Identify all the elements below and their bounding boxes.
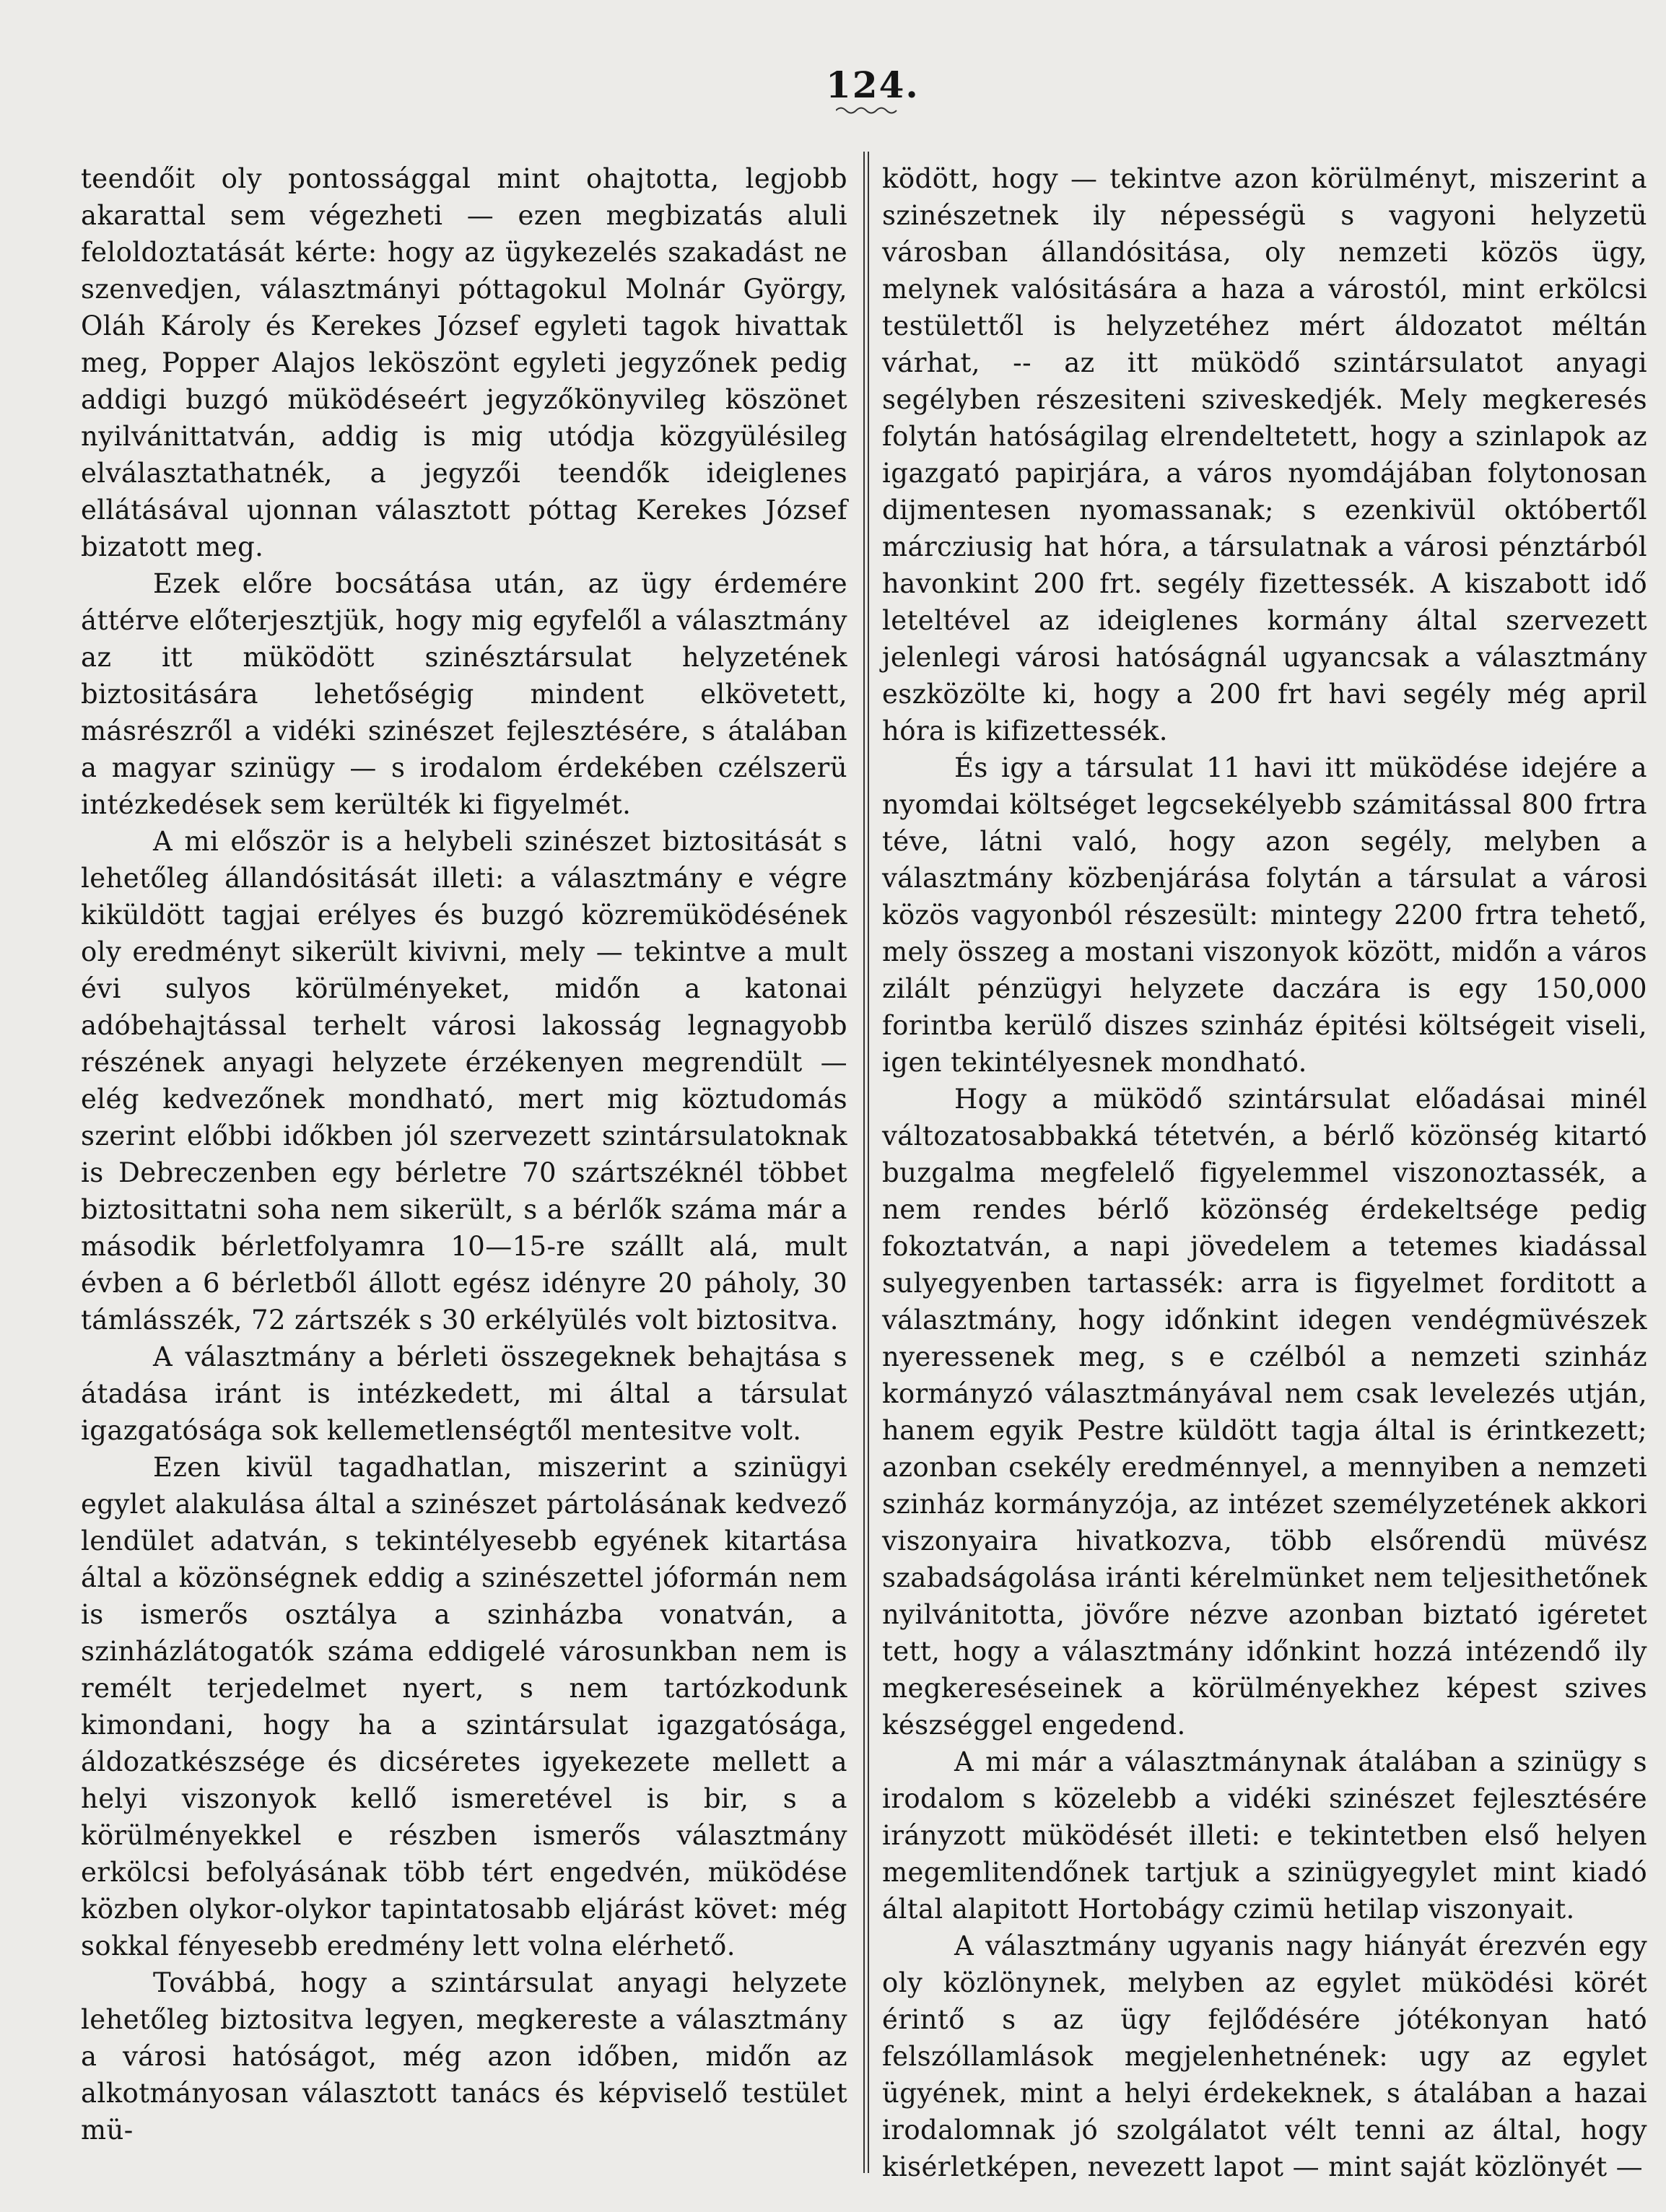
left-paragraph-4: A választmány a bérleti összegeknek behajtása s átadása iránt is intézkedett, mi által a társulat igazgatósága sok kellemetlenségtől mentesitve volt.: [81, 1341, 847, 1446]
page-number: 124.: [826, 64, 920, 106]
right-paragraph-1: ködött, hogy — tekintve azon körülményt, miszerint a szinészetnek ily népességü s vagyoni helyzetü városban állandósitása, oly nemzeti közös ügy, melynek valósitására a haza a várostól, mint erkölcsi testülettől is helyzetéhez mért áldozatot méltán várhat, -- az itt müködő szintársulatot anyagi segélyben részesiteni sziveskedjék. Mely megkeresés folytán hatóságilag elrendeltetett, hogy a szinlapok az igazgató papirjára, a város nyomdájában folytonosan dijmentesen nyomassanak; s ezenkivül októbertől márcziusig hat hóra, a társulatnak a városi pénztárból havonkint 200 frt. segély fizettessék. A kiszabott idő leteltével az ideiglenes kormány által szervezett jelenlegi városi hatóságnál ugyancsak a választmány eszközölte ki, hogy a 200 frt havi segély még april hóra is kifizettessék.: [882, 163, 1647, 746]
column-divider: [863, 152, 869, 2173]
right-paragraph-2: És igy a társulat 11 havi itt müködése idejére a nyomdai költséget legcsekélyebb számitással 800 frtra téve, látni való, hogy azon segély, melyben a választmány közbenjárása folytán a társulat a városi közös vagyonból részesült: mintegy 2200 frtra tehető, mely összeg a mostani viszonyok között, midőn a város zilált pénzügyi helyzete daczára is egy 150,000 forintba kerülő diszes szinház épitési költségeit viseli, igen tekintélyesnek mondható.: [882, 752, 1647, 1078]
right-paragraph-4: A mi már a választmánynak átalában a szinügy s irodalom s közelebb a vidéki szinészet fejlesztésére irányzott müködését illeti: e tekintetben első helyen megemlitendőnek tartjuk a szinügyegylet mint kiadó által alapitott Hortobágy czimü hetilap viszonyait.: [882, 1746, 1647, 1925]
left-paragraph-2: Ezek előre bocsátása után, az ügy érdemére áttérve előterjesztjük, hogy mig egyfelől a választmány az itt müködött szinésztársulat helyzetének biztositására lehetőségig mindent elkövetett, másrészről a vidéki szinészet fejlesztésére, s átalában a magyar szinügy — s irodalom érdekében czélszerü intézkedések sem kerülték ki figyelmét.: [81, 568, 847, 820]
right-column: [882, 160, 1647, 2185]
left-paragraph-5: Ezen kivül tagadhatlan, miszerint a szinügyi egylet alakulása által a szinészet pártolásának kedvező lendület adatván, s tekintélyesebb egyének kitartása által a közönségnek eddig a szinészettel jóformán nem is ismerős osztálya a szinházba vonatván, a szinházlátogatók száma eddigelé városunkban nem is remélt terjedelmet nyert, s nem tartózkodunk kimondani, hogy ha a szintársulat igazgatósága, áldozatkészsége és dicséretes igyekezete mellett a helyi viszonyok kellő ismeretével is bir, s a körülményekkel e részben ismerős választmány erkölcsi befolyásának több tért engedvén, müködése közben olykor-olykor tapintatosabb eljárást követ: még sokkal fényesebb eredmény lett volna elérhető.: [81, 1452, 847, 1961]
right-paragraph-3: Hogy a müködő szintársulat előadásai minél változatosabbakká tétetvén, a bérlő közönség kitartó buzgalma megfelelő figyelemmel viszonoztassék, a nem rendes bérlő közönség érdekeltsége pedig fokoztatván, a napi jövedelem a tetemes kiadással sulyegyenben tartassék: arra is figyelmet forditott a választmány, hogy időnkint idegen vendégmüvészek nyeressenek meg, s e czélból a nemzeti szinház kormányzó választmányával nem csak levelezés utján, hanem egyik Pestre küldött tagja által is érintkezett; azonban csekély eredménnyel, a mennyiben a nemzeti szinház kormányzója, az intézet személyzetének akkori viszonyaira hivatkozva, több elsőrendü müvész szabadságolása iránti kérelmünket nem teljesithetőnek nyilvánitotta, jövőre nézve azonban biztató igéretet tett, hogy a választmány időnkint hozzá intézendő ily megkereséseinek a körülményekhez képest szives készséggel engedend.: [882, 1084, 1647, 1741]
left-column: [81, 160, 847, 2148]
left-paragraph-3: A mi először is a helybeli szinészet biztositását s lehetőleg állandósitását illeti: a választmány e végre kiküldött tagjai erélyes és buzgó közremüködésének oly eredményt sikerült kivivni, mely — tekintve a mult évi sulyos körülményeket, midőn a katonai adóbehajtással terhelt városi lakosság legnagyobb részének anyagi helyzete érzékenyen megrendült — elég kedvezőnek mondható, mert mig köztudomás szerint előbbi időkben jól szervezett szintársulatoknak is Debreczenben egy bérletre 70 szártszéknél többet biztosittatni soha nem sikerült, s a bérlők száma már a második bérletfolyamra 10—15-re szállt alá, mult évben a 6 bérletből állott egész idényre 20 páholy, 30 támlásszék, 72 zártszék s 30 erkélyülés volt biztositva.: [81, 826, 847, 1336]
left-paragraph-1: teendőit oly pontossággal mint ohajtotta, legjobb akarattal sem végezheti — ezen megbizatás aluli feloldoztatását kérte: hogy az ügykezelés szakadást ne szenvedjen, választmányi póttagokul Molnár György, Oláh Károly és Kerekes József egyleti tagok hivattak meg, Popper Alajos leköszönt egyleti jegyzőnek pedig addigi buzgó müködéseért jegyzőkönyvileg köszönet nyilvánittatván, addig is mig utódja közgyülésileg elválasztathatnék, a jegyzői teendők ideiglenes ellátásával ujonnan választott póttag Kerekes József bizatott meg.: [81, 163, 847, 562]
left-paragraph-6: Továbbá, hogy a szintársulat anyagi helyzete lehetőleg biztositva legyen, megkereste a választmány a városi hatóságot, még azon időben, midőn az alkotmányosan választott tanács és képviselő testület mü-: [81, 1967, 847, 2146]
wave-ornament-icon: [836, 105, 901, 116]
right-paragraph-5: A választmány ugyanis nagy hiányát érezvén egy oly közlönynek, melyben az egylet müködési körét érintő s az ügy fejlődésére jótékonyan ható felszóllamlások megjelenhetnének: ugy az egylet ügyének, mint a helyi érdekeknek, s átalában a hazai irodalomnak jó szolgálatot vélt tenni az által, hogy kisérletképen, nevezett lapot — mint saját közlönyét —: [882, 1930, 1647, 2182]
